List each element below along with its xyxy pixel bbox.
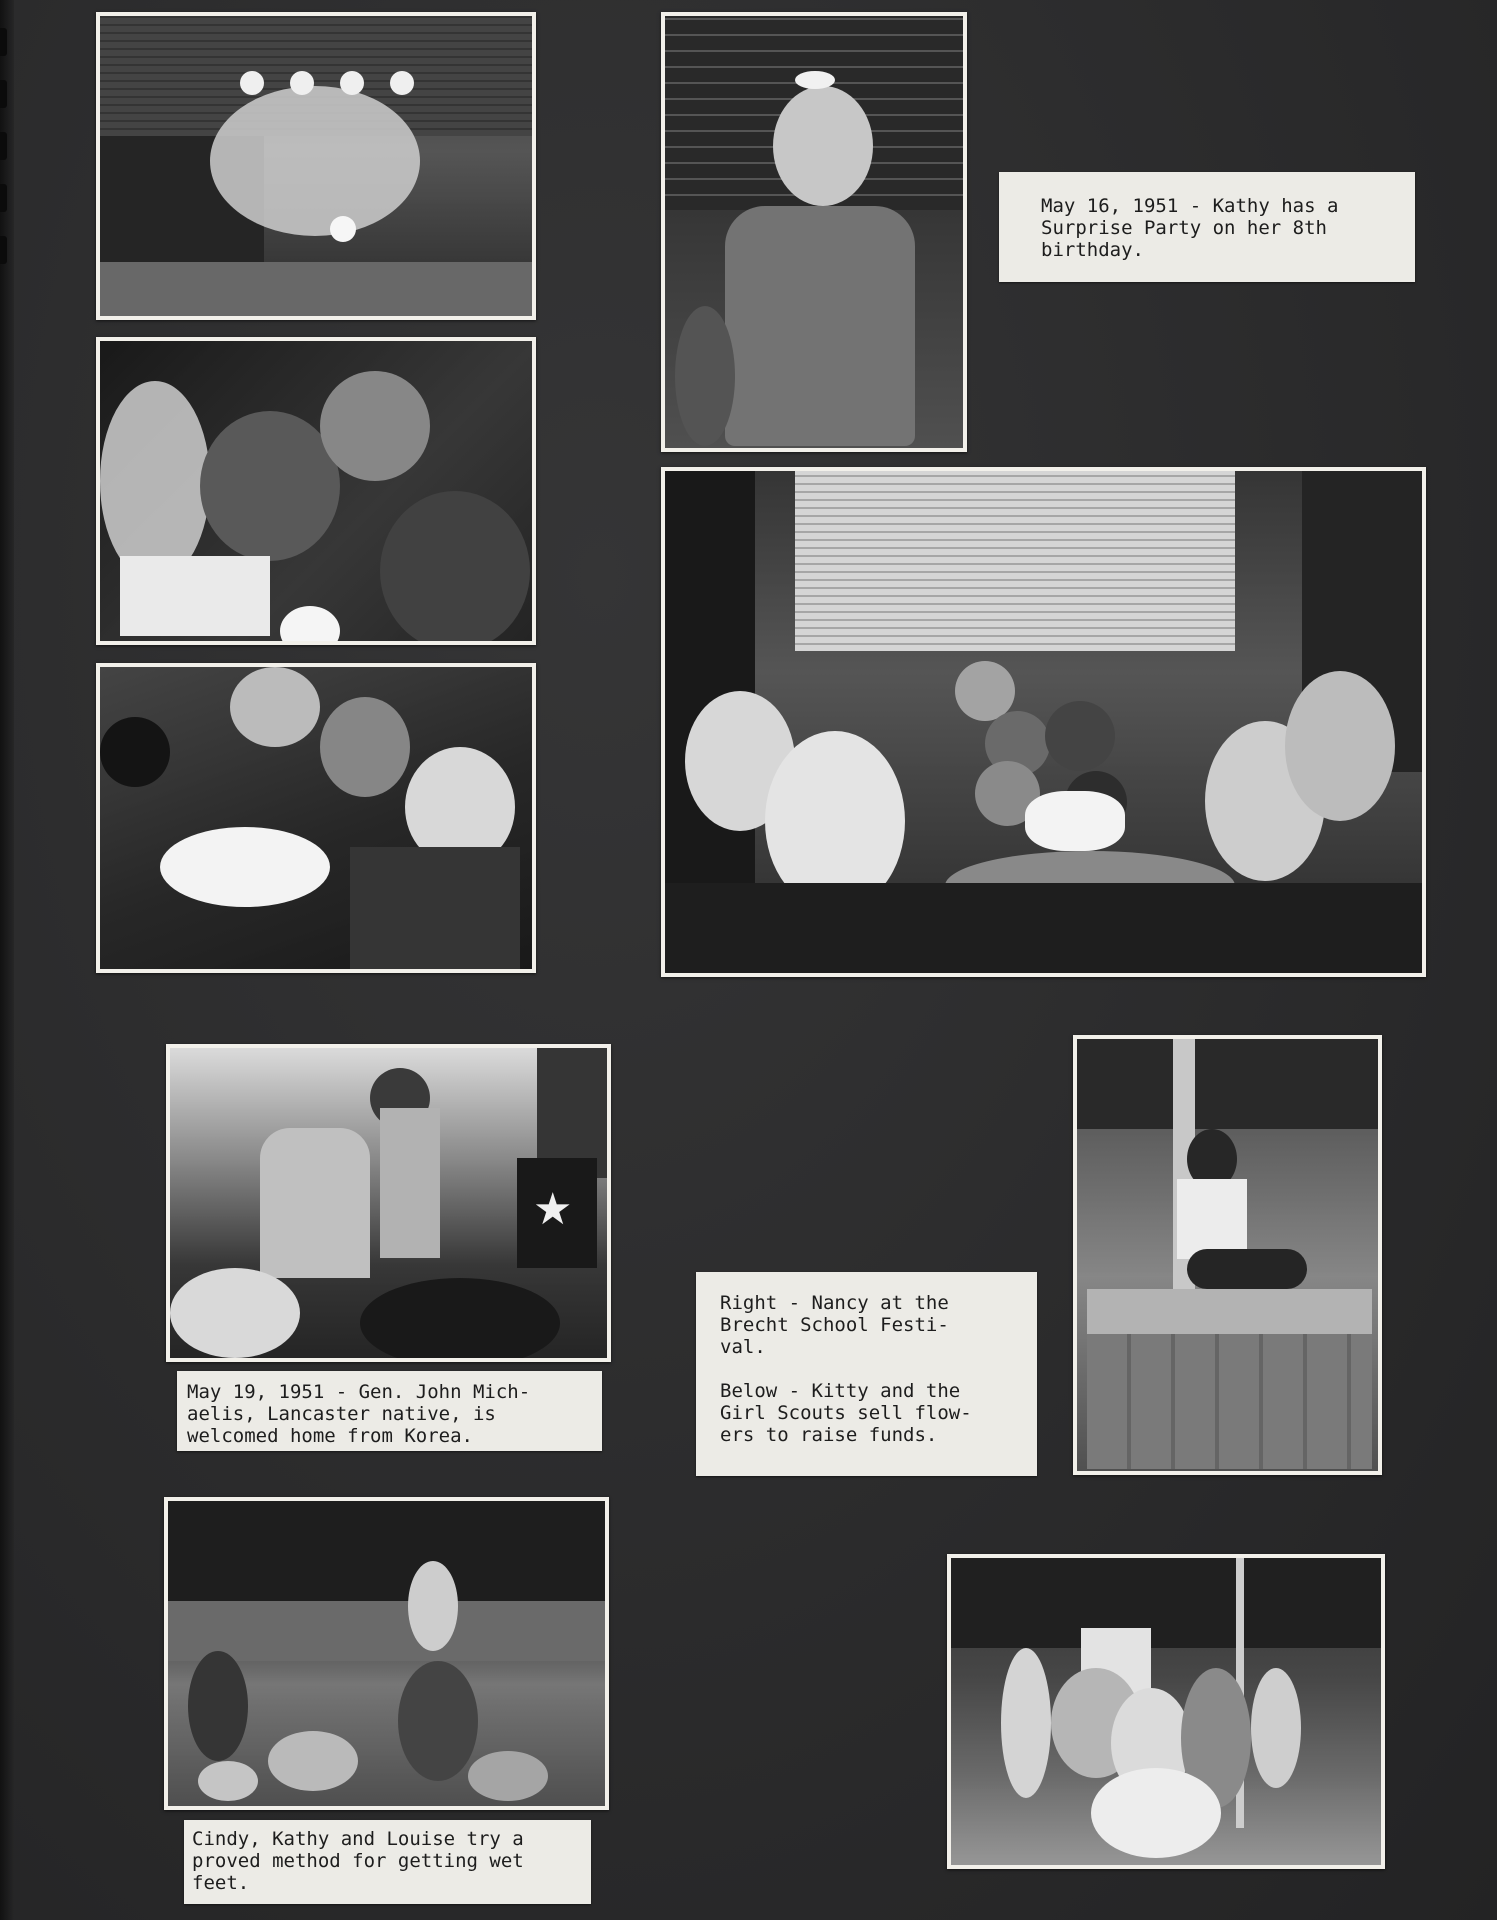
caption-creek: Cindy, Kathy and Louise try a proved method for getting wet feet. — [184, 1820, 591, 1904]
photo-birthday-cake — [96, 663, 536, 973]
caption-festival: Right - Nancy at the Brecht School Festi- val. Below - Kitty and the Girl Scouts sell flow- ers to raise funds. — [696, 1272, 1037, 1476]
binding-ring — [0, 28, 7, 56]
photo-party-table — [661, 467, 1426, 977]
caption-general: May 19, 1951 - Gen. John Mich- aelis, Lancaster native, is welcomed home from Korea. — [177, 1371, 602, 1451]
photo-kathy-portrait — [661, 12, 967, 452]
binding-ring — [0, 236, 7, 264]
binding-ring — [0, 184, 7, 212]
album-binding — [0, 0, 14, 1920]
binding-ring — [0, 80, 7, 108]
caption-birthday: May 16, 1951 - Kathy has a Surprise Party on her 8th birthday. — [999, 172, 1415, 282]
star-decoration: ★ — [533, 1184, 573, 1235]
photo-opening-presents — [96, 337, 536, 645]
photo-creek — [164, 1497, 609, 1810]
photo-party-group-porch — [96, 12, 536, 320]
photo-general-welcome — [166, 1044, 611, 1362]
photo-nancy-festival — [1073, 1035, 1382, 1475]
photo-girl-scouts — [947, 1554, 1385, 1869]
binding-ring — [0, 132, 7, 160]
